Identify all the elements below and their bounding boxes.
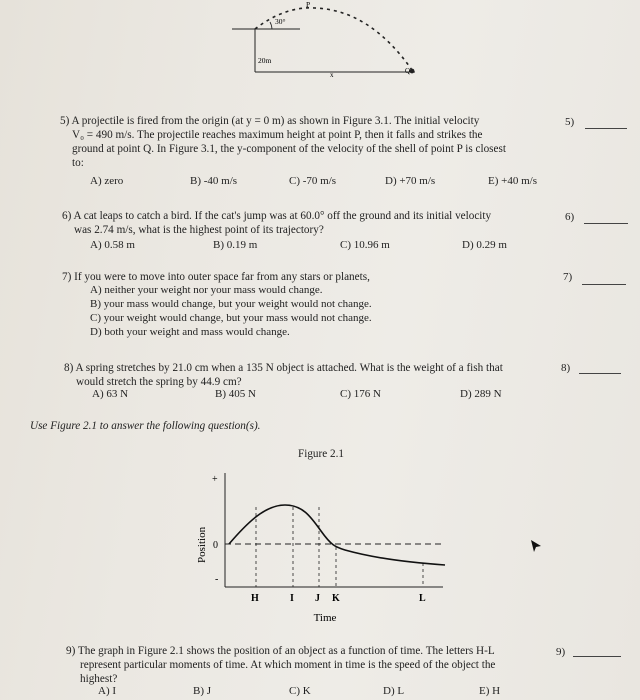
y-axis-label: Position: [196, 526, 208, 563]
q7-option-a[interactable]: A) neither your weight nor your mass would change.: [90, 284, 323, 296]
q8-option-c[interactable]: C) 176 N: [340, 388, 381, 400]
q6-option-b[interactable]: B) 0.19 m: [213, 239, 258, 251]
q8-option-a[interactable]: A) 63 N: [92, 388, 129, 400]
q9-option-e[interactable]: E) H: [479, 685, 501, 697]
q7-line-1: 7) If you were to move into outer space far from any stars or planets,: [62, 271, 370, 283]
q5-option-a[interactable]: A) zero: [90, 175, 124, 187]
q8-option-b[interactable]: B) 405 N: [215, 388, 256, 400]
q5-line-2: V₀ = 490 m/s. The projectile reaches maximum height at point P, then it falls and strikes the: [72, 129, 483, 141]
q9-line-3: highest?: [80, 673, 118, 685]
q5-number: 5): [565, 116, 575, 128]
y-tick-zero: 0: [213, 540, 218, 551]
cursor-arrow-icon: [528, 538, 544, 554]
q5-option-e[interactable]: E) +40 m/s: [488, 175, 537, 187]
q6-line-1: 6) A cat leaps to catch a bird. If the cat's jump was at 60.0° off the ground and its initial velocity: [62, 210, 492, 222]
q6-option-c[interactable]: C) 10.96 m: [340, 239, 390, 251]
figure-2-1-graph: [185, 465, 465, 635]
q9-option-b[interactable]: B) J: [193, 685, 212, 697]
x-mark-h: H: [251, 593, 259, 604]
y-tick-plus: +: [212, 474, 218, 485]
q6-option-a[interactable]: A) 0.58 m: [90, 239, 135, 251]
q6-answer-blank[interactable]: [584, 223, 628, 224]
q9-line-2: represent particular moments of time. At which moment in time is the speed of the object the: [80, 659, 496, 671]
x-mark-k: K: [332, 593, 340, 604]
q8-answer-blank[interactable]: [579, 373, 621, 374]
q9-option-a[interactable]: A) I: [98, 685, 117, 697]
q9-option-d[interactable]: D) L: [383, 685, 405, 697]
q6-option-d[interactable]: D) 0.29 m: [462, 239, 507, 251]
q6-line-2: was 2.74 m/s, what is the highest point of its trajectory?: [74, 224, 324, 236]
q7-answer-blank[interactable]: [582, 284, 626, 285]
q9-line-1: 9) The graph in Figure 2.1 shows the position of an object as a function of time. The letters H-L: [66, 645, 495, 657]
q8-number: 8): [561, 362, 571, 374]
q7-option-d[interactable]: D) both your weight and mass would change.: [90, 326, 290, 338]
figure-2-1-title: Figure 2.1: [298, 448, 344, 460]
y-tick-minus: -: [215, 574, 219, 585]
position-curve: [229, 505, 445, 565]
q9-number: 9): [556, 646, 566, 658]
q5-line-4: to:: [72, 157, 84, 169]
impact-point: [410, 69, 415, 74]
q8-line-1: 8) A spring stretches by 21.0 cm when a 135 N object is attached. What is the weight of a fish that: [64, 362, 503, 374]
q7-option-c[interactable]: C) your weight would change, but your mass would not change.: [90, 312, 372, 324]
q5-option-b[interactable]: B) -40 m/s: [190, 175, 238, 187]
point-p-label: P: [306, 0, 311, 9]
q6-number: 6): [565, 211, 575, 223]
angle-label: 30°: [275, 17, 286, 26]
q7-option-b[interactable]: B) your mass would change, but your weight would not change.: [90, 298, 372, 310]
height-label: 20m: [258, 56, 272, 65]
x-mark-j: J: [315, 593, 320, 604]
angle-arc: [270, 22, 272, 29]
point-q-label: Q: [405, 67, 411, 75]
q5-line-3: ground at point Q. In Figure 3.1, the y-component of the velocity of the shell of point P is closest: [72, 143, 506, 155]
q5-line-1: 5) A projectile is fired from the origin (at y = 0 m) as shown in Figure 3.1. The initial velocity: [60, 115, 480, 127]
figure-3-1: [0, 0, 640, 90]
x-mark-l: L: [419, 593, 426, 604]
q5-answer-blank[interactable]: [585, 128, 627, 129]
q8-option-d[interactable]: D) 289 N: [460, 388, 502, 400]
q9-answer-blank[interactable]: [573, 656, 621, 657]
q5-option-d[interactable]: D) +70 m/s: [385, 175, 436, 187]
x-axis-label: Time: [313, 612, 337, 624]
q9-option-c[interactable]: C) K: [289, 685, 311, 697]
figure-instruction: Use Figure 2.1 to answer the following question(s).: [30, 420, 261, 432]
q5-option-c[interactable]: C) -70 m/s: [289, 175, 337, 187]
q7-number: 7): [563, 271, 573, 283]
x-axis-label: x: [330, 71, 334, 79]
q8-line-2: would stretch the spring by 44.9 cm?: [76, 376, 242, 388]
x-mark-i: I: [290, 593, 294, 604]
